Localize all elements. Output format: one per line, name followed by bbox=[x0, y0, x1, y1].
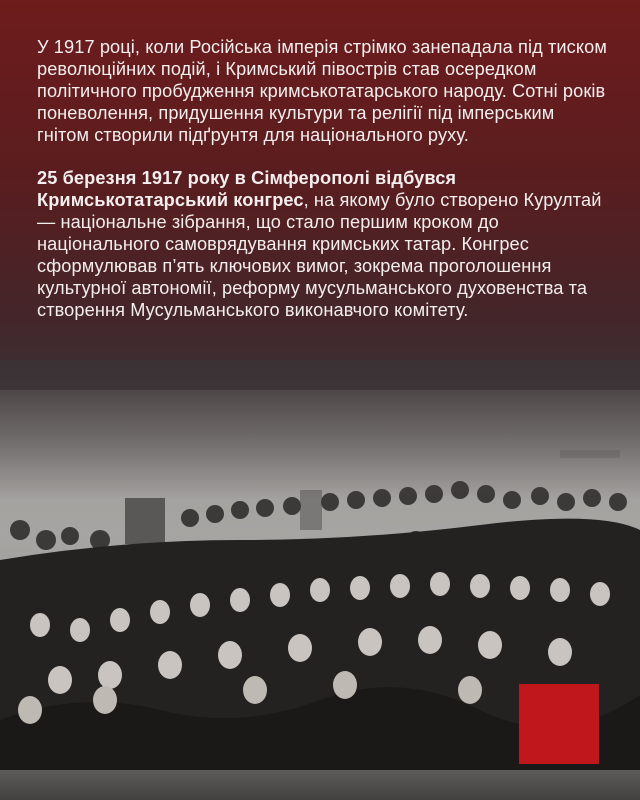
paragraph-2-rest: , на якому було створено Курултай — національне зібрання, що стало першим кроком до національного самоврядування кримських татар. Конгрес сформулював п’ять ключових вимог, зокрема проголошення культурної автономії, реформу мусульманського духовенства та створення Мусульманського виконавчого комітету. bbox=[37, 190, 602, 320]
paragraph-2-bold: 25 березня 1917 року в Сімферополі відбувся Кримськотатарський конгрес bbox=[37, 168, 457, 210]
paragraph-1: У 1917 році, коли Російська імперія стрімко занепадала під тиском революційних подій, і Кримський півострів став осередком політичного пробудження кримськотатарського народу. Сотні років поневолення, придушення культури та релігії під імперським гнітом створили підґрунтя для національного руху. bbox=[37, 37, 607, 145]
gradient-overlay bbox=[0, 360, 640, 500]
red-square-accent bbox=[519, 684, 599, 764]
article-text bbox=[37, 36, 607, 321]
paragraph-2 bbox=[37, 167, 607, 321]
